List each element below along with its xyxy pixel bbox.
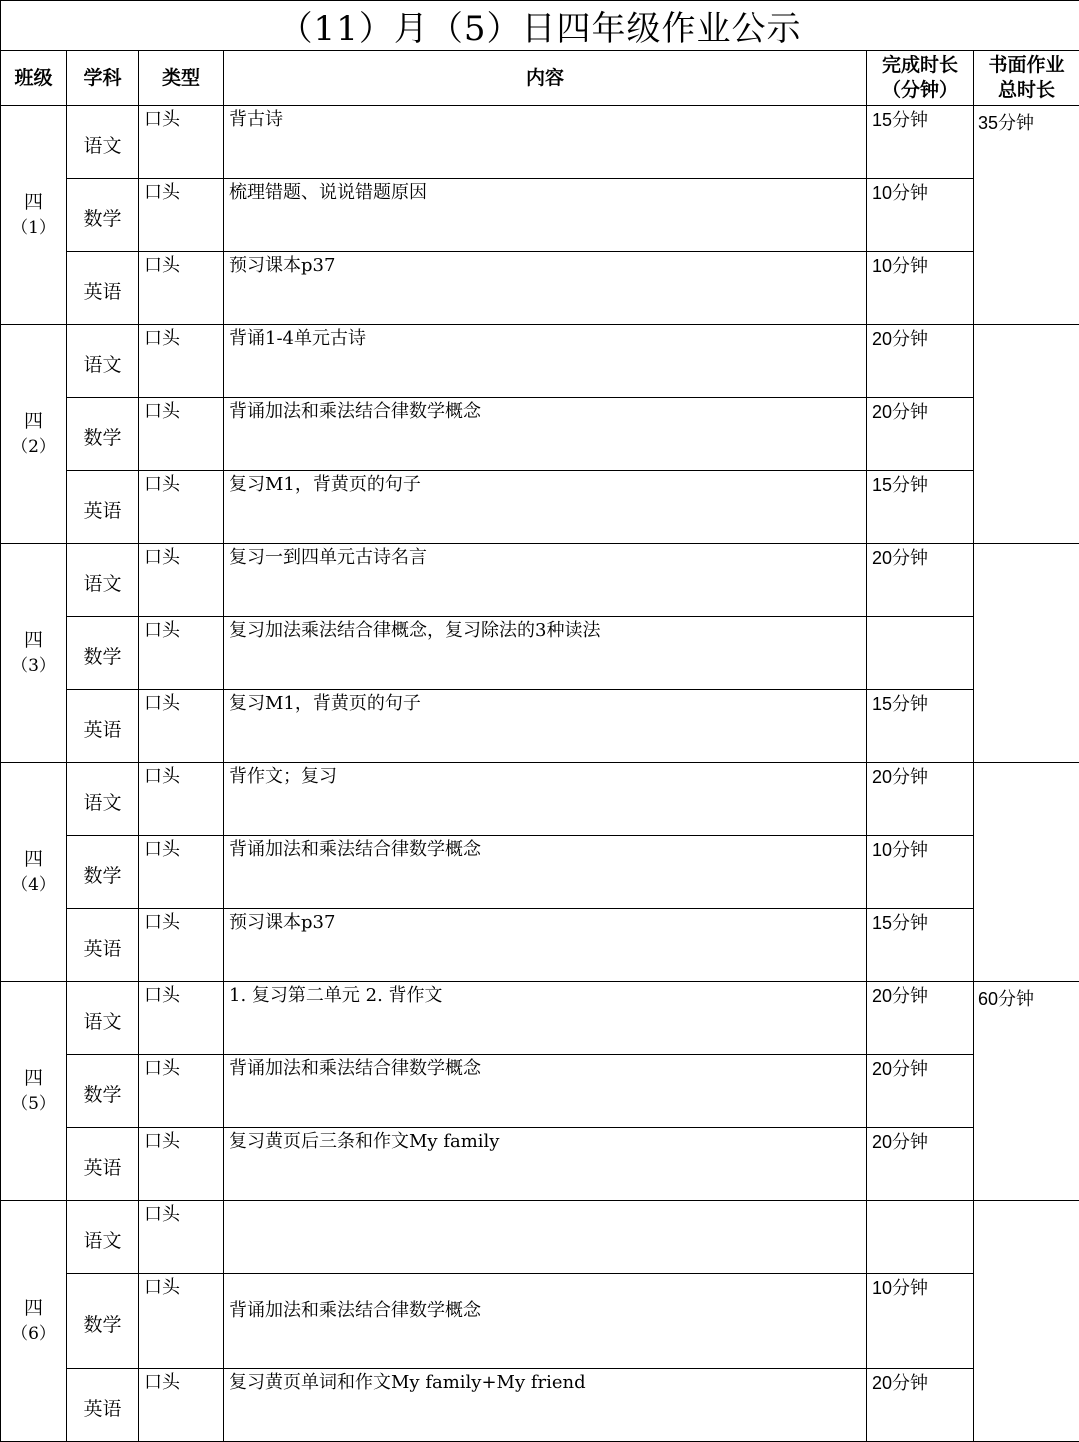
class-grade: 四 [24, 1297, 43, 1319]
type-cell: 口头 [139, 179, 224, 252]
table-row [1, 617, 1079, 690]
table-row [1, 325, 1079, 398]
type-cell: 口头 [139, 544, 224, 617]
duration-cell: 20分钟 [867, 1369, 974, 1442]
content-cell: 1. 复习第二单元 2. 背作文 [224, 982, 867, 1055]
content-cell: 复习一到四单元古诗名言 [224, 544, 867, 617]
type-cell: 口头 [139, 763, 224, 836]
type-cell: 口头 [139, 836, 224, 909]
content-cell [224, 1201, 867, 1274]
class-number: （6） [1, 1321, 66, 1347]
table-row [1, 106, 1079, 179]
duration-cell: 20分钟 [867, 763, 974, 836]
header-content: 内容 [224, 51, 867, 106]
type-cell: 口头 [139, 1274, 224, 1369]
subject-cell: 英语 [67, 909, 139, 982]
table-row [1, 836, 1079, 909]
content-cell: 复习M1，背黄页的句子 [224, 690, 867, 763]
duration-cell: 10分钟 [867, 252, 974, 325]
subject-cell: 数学 [67, 179, 139, 252]
content-cell: 预习课本p37 [224, 252, 867, 325]
subject-cell: 英语 [67, 252, 139, 325]
total-duration-cell [974, 544, 1079, 763]
class-grade: 四 [24, 1067, 43, 1089]
title-row [1, 1, 1079, 51]
subject-cell: 语文 [67, 1201, 139, 1274]
total-duration-cell: 60分钟 [974, 982, 1079, 1201]
class-grade: 四 [24, 191, 43, 213]
header-subject: 学科 [67, 51, 139, 106]
subject-cell: 英语 [67, 471, 139, 544]
total-duration-cell [974, 1201, 1079, 1442]
duration-cell: 10分钟 [867, 836, 974, 909]
type-cell: 口头 [139, 1055, 224, 1128]
type-cell: 口头 [139, 617, 224, 690]
page-title: （11）月（5）日四年级作业公示 [1, 1, 1079, 51]
class-grade: 四 [24, 629, 43, 651]
table-row [1, 1055, 1079, 1128]
table-row [1, 690, 1079, 763]
subject-cell: 英语 [67, 1128, 139, 1201]
content-cell: 复习M1，背黄页的句子 [224, 471, 867, 544]
content-cell: 背诵加法和乘法结合律数学概念 [224, 1274, 867, 1369]
duration-cell: 15分钟 [867, 471, 974, 544]
header-duration-line1: 完成时长 [882, 54, 958, 76]
duration-cell: 15分钟 [867, 690, 974, 763]
type-cell: 口头 [139, 690, 224, 763]
subject-cell: 语文 [67, 982, 139, 1055]
content-cell: 背诵加法和乘法结合律数学概念 [224, 836, 867, 909]
class-grade: 四 [24, 410, 43, 432]
subject-cell: 数学 [67, 836, 139, 909]
subject-cell: 数学 [67, 1274, 139, 1369]
duration-cell: 20分钟 [867, 544, 974, 617]
class-cell [1, 982, 67, 1201]
duration-cell: 20分钟 [867, 982, 974, 1055]
class-cell [1, 325, 67, 544]
table-row [1, 982, 1079, 1055]
subject-cell: 数学 [67, 617, 139, 690]
type-cell: 口头 [139, 982, 224, 1055]
table-row [1, 1274, 1079, 1369]
subject-cell: 数学 [67, 398, 139, 471]
duration-cell: 10分钟 [867, 1274, 974, 1369]
class-number: （4） [1, 872, 66, 898]
type-cell: 口头 [139, 398, 224, 471]
class-cell [1, 106, 67, 325]
content-cell: 背古诗 [224, 106, 867, 179]
class-grade: 四 [24, 848, 43, 870]
duration-cell: 20分钟 [867, 398, 974, 471]
type-cell: 口头 [139, 325, 224, 398]
class-cell [1, 763, 67, 982]
table-row [1, 763, 1079, 836]
content-cell: 预习课本p37 [224, 909, 867, 982]
class-number: （2） [1, 434, 66, 460]
header-duration-line2: （分钟） [882, 79, 958, 101]
table-row [1, 252, 1079, 325]
duration-cell: 15分钟 [867, 909, 974, 982]
content-cell: 背诵1-4单元古诗 [224, 325, 867, 398]
content-cell: 复习黄页单词和作文My family+My friend [224, 1369, 867, 1442]
table-row [1, 471, 1079, 544]
type-cell: 口头 [139, 1128, 224, 1201]
table-row [1, 1369, 1079, 1442]
subject-cell: 数学 [67, 1055, 139, 1128]
total-duration-cell: 35分钟 [974, 106, 1079, 325]
total-duration-cell [974, 763, 1079, 982]
total-duration-cell [974, 325, 1079, 544]
table-row [1, 544, 1079, 617]
header-total-line1: 书面作业 [989, 54, 1065, 76]
content-cell: 背诵加法和乘法结合律数学概念 [224, 1055, 867, 1128]
type-cell: 口头 [139, 106, 224, 179]
duration-cell [867, 1201, 974, 1274]
type-cell: 口头 [139, 909, 224, 982]
duration-cell: 20分钟 [867, 1055, 974, 1128]
table-row [1, 909, 1079, 982]
duration-cell: 15分钟 [867, 106, 974, 179]
header-class: 班级 [1, 51, 67, 106]
content-cell: 复习加法乘法结合律概念，复习除法的3种读法 [224, 617, 867, 690]
class-number: （1） [1, 215, 66, 241]
content-cell: 梳理错题、说说错题原因 [224, 179, 867, 252]
content-cell: 背作文；复习 [224, 763, 867, 836]
content-cell: 背诵加法和乘法结合律数学概念 [224, 398, 867, 471]
subject-cell: 语文 [67, 763, 139, 836]
subject-cell: 英语 [67, 690, 139, 763]
content-cell: 复习黄页后三条和作文My family [224, 1128, 867, 1201]
subject-cell: 语文 [67, 106, 139, 179]
class-cell [1, 1201, 67, 1442]
header-row [1, 51, 1079, 106]
table-row [1, 179, 1079, 252]
table-row [1, 398, 1079, 471]
duration-cell: 10分钟 [867, 179, 974, 252]
subject-cell: 语文 [67, 544, 139, 617]
type-cell: 口头 [139, 471, 224, 544]
type-cell: 口头 [139, 1369, 224, 1442]
subject-cell: 英语 [67, 1369, 139, 1442]
class-number: （5） [1, 1091, 66, 1117]
duration-cell: 20分钟 [867, 325, 974, 398]
duration-cell [867, 617, 974, 690]
header-duration [867, 51, 974, 106]
subject-cell: 语文 [67, 325, 139, 398]
class-cell [1, 544, 67, 763]
table-row [1, 1201, 1079, 1274]
header-total [974, 51, 1079, 106]
header-total-line2: 总时长 [998, 79, 1055, 101]
class-number: （3） [1, 653, 66, 679]
type-cell: 口头 [139, 252, 224, 325]
type-cell: 口头 [139, 1201, 224, 1274]
duration-cell: 20分钟 [867, 1128, 974, 1201]
header-type: 类型 [139, 51, 224, 106]
table-row [1, 1128, 1079, 1201]
